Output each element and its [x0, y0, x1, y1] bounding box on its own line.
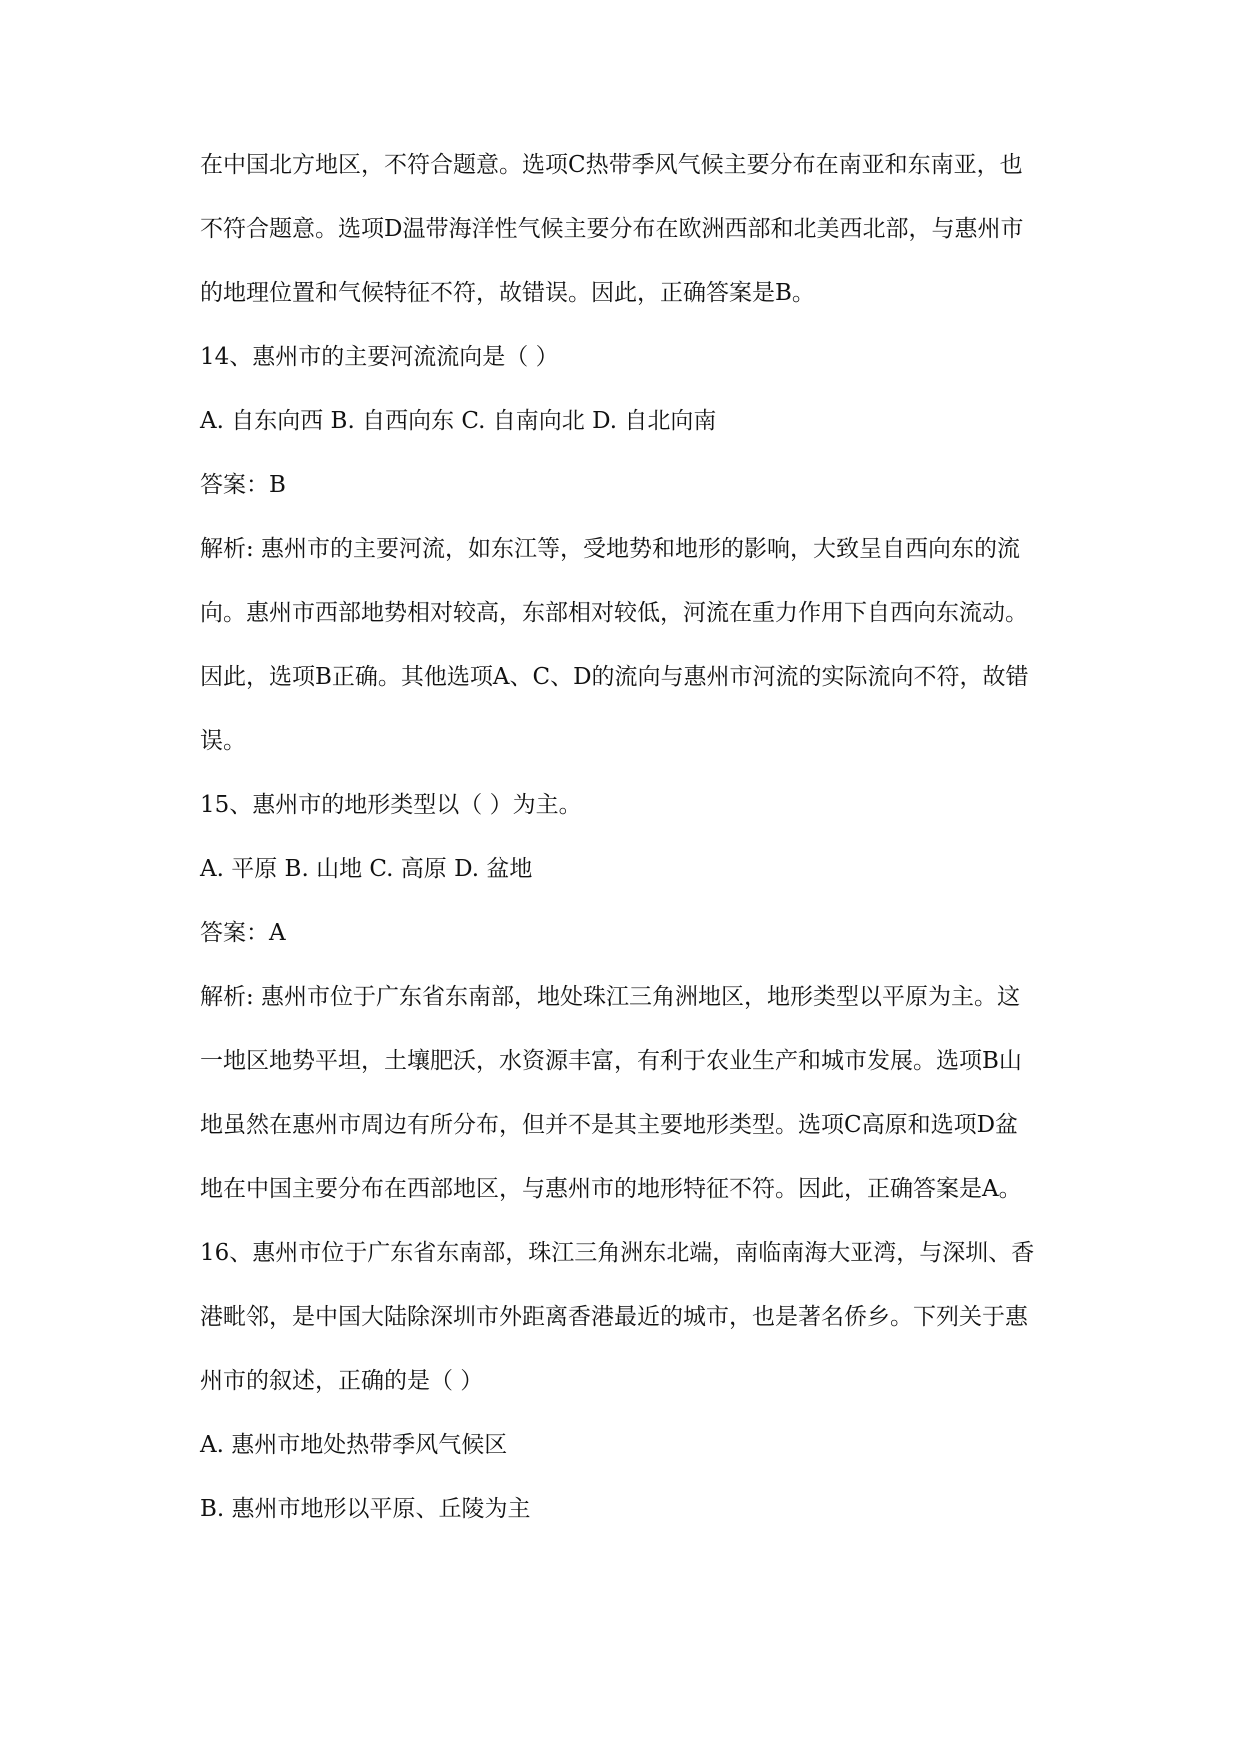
question-14-analysis: 解析: 惠州市的主要河流，如东江等，受地势和地形的影响，大致呈自西向东的流	[200, 536, 1021, 562]
text-line: 一地区地势平坦，土壤肥沃，水资源丰富，有利于农业生产和城市发展。选项B山	[200, 1048, 1022, 1074]
question-15: 15、惠州市的地形类型以（ ）为主。	[200, 792, 582, 818]
text-line: 向。惠州市西部地势相对较高，东部相对较低，河流在重力作用下自西向东流动。	[200, 600, 1028, 626]
text-line: 在中国北方地区，不符合题意。选项C热带季风气候主要分布在南亚和东南亚，也	[200, 152, 1023, 178]
question-16: 16、惠州市位于广东省东南部，珠江三角洲东北端，南临南海大亚湾，与深圳、香	[200, 1240, 1035, 1266]
text-line: 港毗邻，是中国大陆除深圳市外距离香港最近的城市，也是著名侨乡。下列关于惠	[200, 1304, 1028, 1330]
text-line: 不符合题意。选项D温带海洋性气候主要分布在欧洲西部和北美西北部，与惠州市	[200, 216, 1024, 242]
text-line: 因此，选项B正确。其他选项A、C、D的流向与惠州市河流的实际流向不符，故错	[200, 664, 1029, 690]
text-line: 地在中国主要分布在西部地区，与惠州市的地形特征不符。因此，正确答案是A。	[200, 1176, 1022, 1202]
text-line: 地虽然在惠州市周边有所分布，但并不是其主要地形类型。选项C高原和选项D盆	[200, 1112, 1019, 1138]
text-line: 州市的叙述，正确的是（ ）	[200, 1368, 484, 1394]
question-15-options: A. 平原 B. 山地 C. 高原 D. 盆地	[200, 856, 533, 882]
question-14-answer: 答案：B	[200, 472, 286, 498]
question-14: 14、惠州市的主要河流流向是（ ）	[200, 344, 559, 370]
question-14-options: A. 自东向西 B. 自西向东 C. 自南向北 D. 自北向南	[200, 408, 717, 434]
question-16-option-b: B. 惠州市地形以平原、丘陵为主	[200, 1496, 531, 1522]
question-15-answer: 答案：A	[200, 920, 286, 946]
question-15-analysis: 解析: 惠州市位于广东省东南部，地处珠江三角洲地区，地形类型以平原为主。这	[200, 984, 1021, 1010]
text-line: 的地理位置和气候特征不符，故错误。因此，正确答案是B。	[200, 280, 815, 306]
text-line: 误。	[200, 728, 246, 754]
question-16-option-a: A. 惠州市地处热带季风气候区	[200, 1432, 508, 1458]
